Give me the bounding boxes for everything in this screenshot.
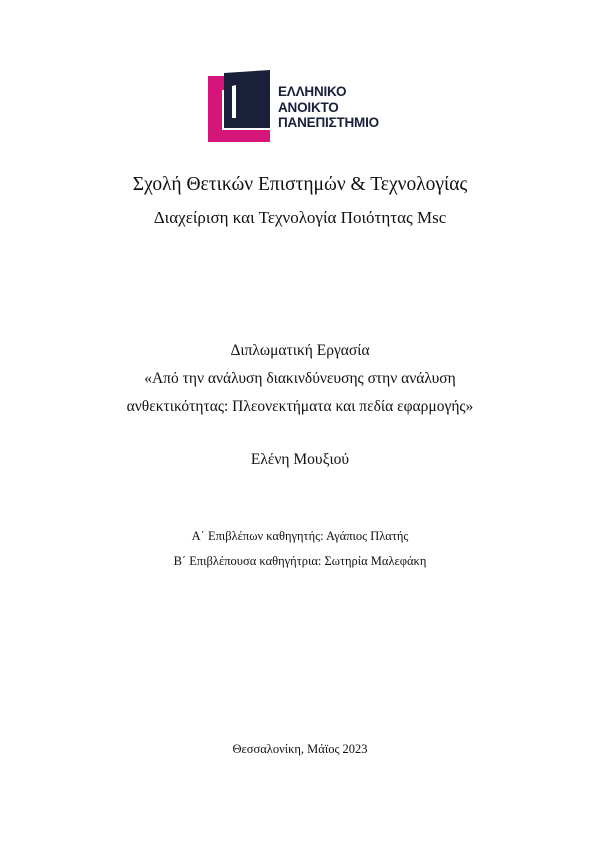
school-name: Σχολή Θετικών Επιστημών & Τεχνολογίας [132,174,468,195]
author-name: Ελένη Μουξιού [250,451,350,468]
thesis-title-line-2: ανθεκτικότητας: Πλεονεκτήματα και πεδία εφαρμογής» [126,398,474,415]
university-logo-icon [208,70,270,142]
logo-text-line-1: ΕΛΛΗΝΙΚΟ [278,84,347,99]
thesis-label: Διπλωματική Εργασία [230,342,370,359]
thesis-title-line-1: «Από την ανάλυση διακινδύνευσης στην ανάλυση [144,370,456,387]
place-and-date: Θεσσαλονίκη, Μάϊος 2023 [232,742,368,756]
program-name: Διαχείριση και Τεχνολογία Ποιότητας Msc [153,208,447,227]
second-supervisor: Β΄ Επιβλέπουσα καθηγήτρια: Σωτηρία Μαλεφάκη [173,554,427,568]
first-supervisor: Α΄ Επιβλέπων καθηγητής: Αγάπιος Πλατής [191,529,409,543]
university-logo-text [278,84,379,131]
logo-text-line-3: ΠΑΝΕΠΙΣΤΗΜΙΟ [278,115,379,130]
logo-text-line-2: ΑΝΟΙΚΤΟ [278,99,339,115]
university-logo [208,70,398,142]
